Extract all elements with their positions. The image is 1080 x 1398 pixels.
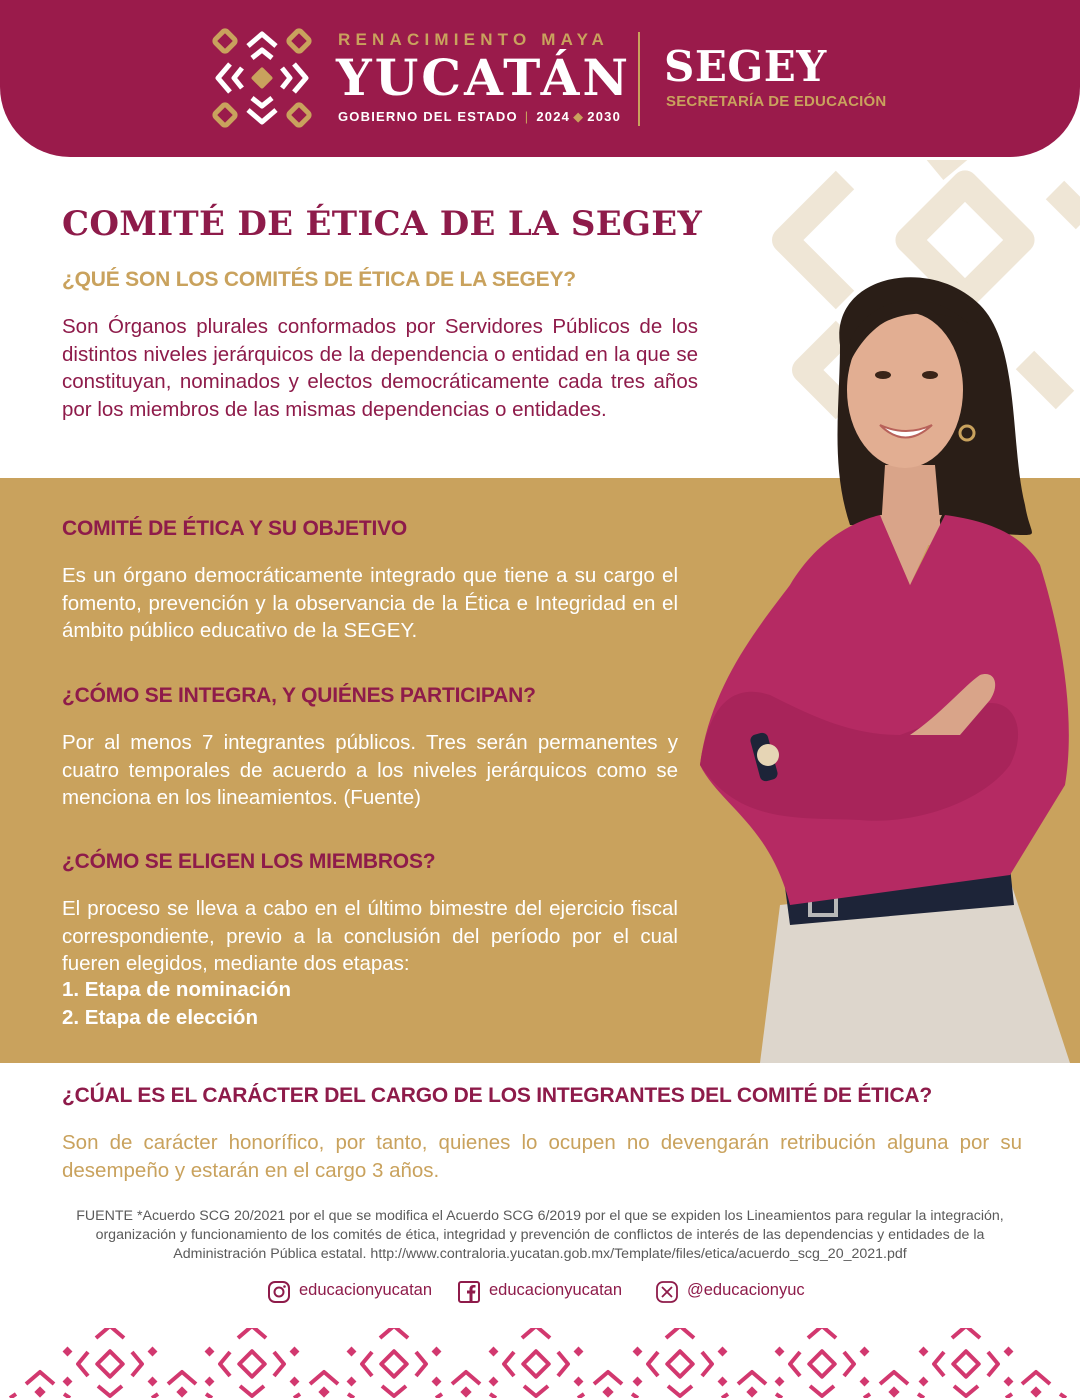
tagline: RENACIMIENTO MAYA (338, 30, 610, 49)
government-line (338, 109, 621, 125)
government-label: GOBIERNO DEL ESTADO (338, 109, 518, 124)
facebook-handle: educacionyucatan (489, 1281, 623, 1299)
bottom-pattern-icon (0, 1328, 1080, 1398)
agency-logo-text: SEGEY (664, 42, 827, 91)
x-handle: @educacionyuc (687, 1281, 805, 1299)
section-election-body: El proceso se lleva a cabo en el último bimestre del ejercicio fiscal correspondiente, previo a la conclusión del período por el cual fueren elegidos, mediante dos etapas: (62, 897, 678, 975)
section-objective-body: Es un órgano democráticamente integrado que tiene a su cargo el fomento, prevención y la observancia de la Ética e Integridad en el ámbito público educativo de la SEGEY. (62, 564, 678, 642)
facebook-icon (457, 1280, 481, 1304)
section-character-heading: ¿CÚAL ES EL CARÁCTER DEL CARGO DE LOS INTEGRANTES DEL COMITÉ DE ÉTICA? (62, 1084, 932, 1107)
source-note: FUENTE *Acuerdo SCG 20/2021 por el que se modifica el Acuerdo SCG 6/2019 por el que se expiden los Lineamientos para regular la integración, organización y funcionamiento de los comités de ética, integridad y prevención de conflictos de interés de las dependencias y entidades de la Administración Pública estatal. http://www.contraloria.yucatan.gob.mx/Template/files/etica/acuerdo_scg_20_2021.pdf (76, 1208, 1004, 1262)
instagram-icon (267, 1280, 291, 1304)
instagram-handle: educacionyucatan (299, 1281, 433, 1299)
section-election-heading: ¿CÓMO SE ELIGEN LOS MIEMBROS? (62, 850, 436, 873)
agency-full-name: SECRETARÍA DE EDUCACIÓN (666, 93, 887, 110)
period-end: 2030 (587, 109, 622, 124)
woman-photo (680, 265, 1080, 1063)
election-step-1: 1. Etapa de nominación (62, 978, 291, 1001)
header-divider (638, 32, 640, 126)
header-banner (0, 0, 1080, 157)
section-objective-heading: COMITÉ DE ÉTICA Y SU OBJETIVO (62, 517, 408, 540)
state-name: YUCATÁN (336, 48, 632, 107)
section-what-heading: ¿QUÉ SON LOS COMITÉS DE ÉTICA DE LA SEGEY? (62, 268, 576, 291)
x-icon (655, 1280, 679, 1304)
page-title: COMITÉ DE ÉTICA DE LA SEGEY (62, 204, 703, 244)
period-start: 2024 (536, 109, 571, 124)
section-character-body: Son de carácter honorífico, por tanto, quienes lo ocupen no devengarán retribución alguna por su desempeño y estarán en el cargo 3 años. (62, 1131, 1022, 1182)
separator: | (524, 109, 530, 124)
social-links (0, 1279, 1080, 1305)
election-step-2: 2. Etapa de elección (62, 1006, 258, 1029)
section-what-body: Son Órganos plurales conformados por Servidores Públicos de los distintos niveles jerárquicos de la dependencia o entidad en la que se constituyan, nominados y electos democráticamente cada tres años por los miembros de las mismas dependencias o entidades. (62, 315, 698, 421)
period-dot-icon: ◆ (573, 109, 585, 124)
section-integration-heading: ¿CÓMO SE INTEGRA, Y QUIÉNES PARTICIPAN? (62, 684, 536, 707)
maya-logo-icon (212, 28, 312, 128)
section-integration-body: Por al menos 7 integrantes públicos. Tres serán permanentes y cuatro temporales de acuerdo a los niveles jerárquicos como se menciona en los lineamientos. (Fuente) (62, 731, 678, 809)
